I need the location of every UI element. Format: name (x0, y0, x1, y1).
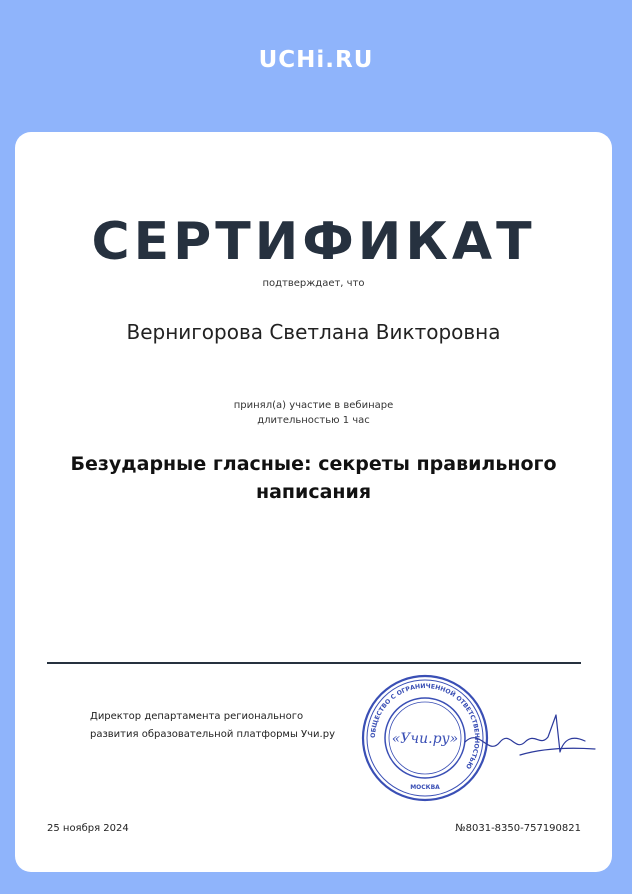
participation-line-1: принял(а) участие в вебинаре (233, 400, 394, 411)
stamp-ring-text: ОБЩЕСТВО С ОГРАНИЧЕННОЙ ОТВЕТСТВЕННОСТЬЮ (369, 682, 481, 770)
uchi-ru-logo: UCHi.RU (258, 47, 374, 73)
divider-line (47, 662, 581, 664)
webinar-title: Безударные гласные: секреты правильного написания (70, 453, 557, 503)
stamp-city-text: МОСКВА (410, 784, 440, 791)
certificate-title: СЕРТИФИКАТ (91, 212, 536, 272)
participation-text (15, 398, 612, 428)
confirms-text: подтверждает, что (262, 278, 365, 289)
certificate-card (15, 132, 612, 872)
director-line-1: Директор департамента регионального (90, 711, 304, 722)
stamp-center-text: «Учи.ру» (391, 731, 459, 747)
participation-line-2: длительностью 1 час (257, 415, 370, 426)
certificate-number: №8031-8350-757190821 (455, 823, 581, 834)
director-title (90, 708, 370, 744)
director-line-2: развития образовательной платформы Учи.ру (90, 729, 335, 740)
recipient-name: Вернигорова Светлана Викторовна (126, 320, 501, 344)
issue-date: 25 ноября 2024 (47, 823, 129, 834)
director-signature (460, 697, 600, 777)
